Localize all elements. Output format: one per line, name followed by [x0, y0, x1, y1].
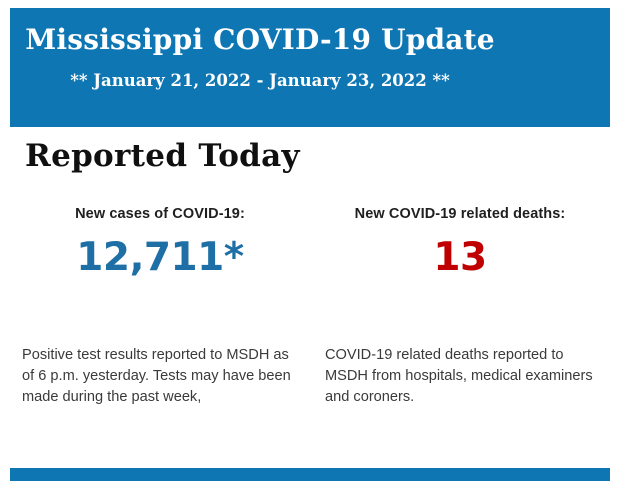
deaths-description-col: [310, 345, 610, 408]
header-inner: [10, 8, 510, 90]
page-title: Mississippi COVID-19 Update: [25, 23, 495, 56]
deaths-description: COVID-19 related deaths reported to MSDH from hospitals, medical examiners and coroners.: [325, 347, 593, 405]
new-cases-label: New cases of COVID-19:: [75, 206, 245, 222]
header-banner: [10, 8, 610, 127]
new-deaths-value: 13: [433, 235, 487, 280]
cases-description-col: [10, 345, 310, 408]
cases-description: Positive test results reported to MSDH as of 6 p.m. yesterday. Tests may have been made during the past week,: [22, 347, 291, 405]
section-heading: Reported Today: [25, 138, 300, 174]
stat-new-cases: [10, 206, 310, 280]
stats-row: [10, 206, 610, 280]
new-cases-value: 12,711*: [76, 235, 244, 280]
descriptions-row: [10, 345, 610, 408]
date-range: ** January 21, 2022 - January 23, 2022 **: [70, 71, 450, 90]
stat-new-deaths: [310, 206, 610, 280]
new-deaths-label: New COVID-19 related deaths:: [354, 206, 566, 222]
footer-banner: [10, 468, 610, 481]
